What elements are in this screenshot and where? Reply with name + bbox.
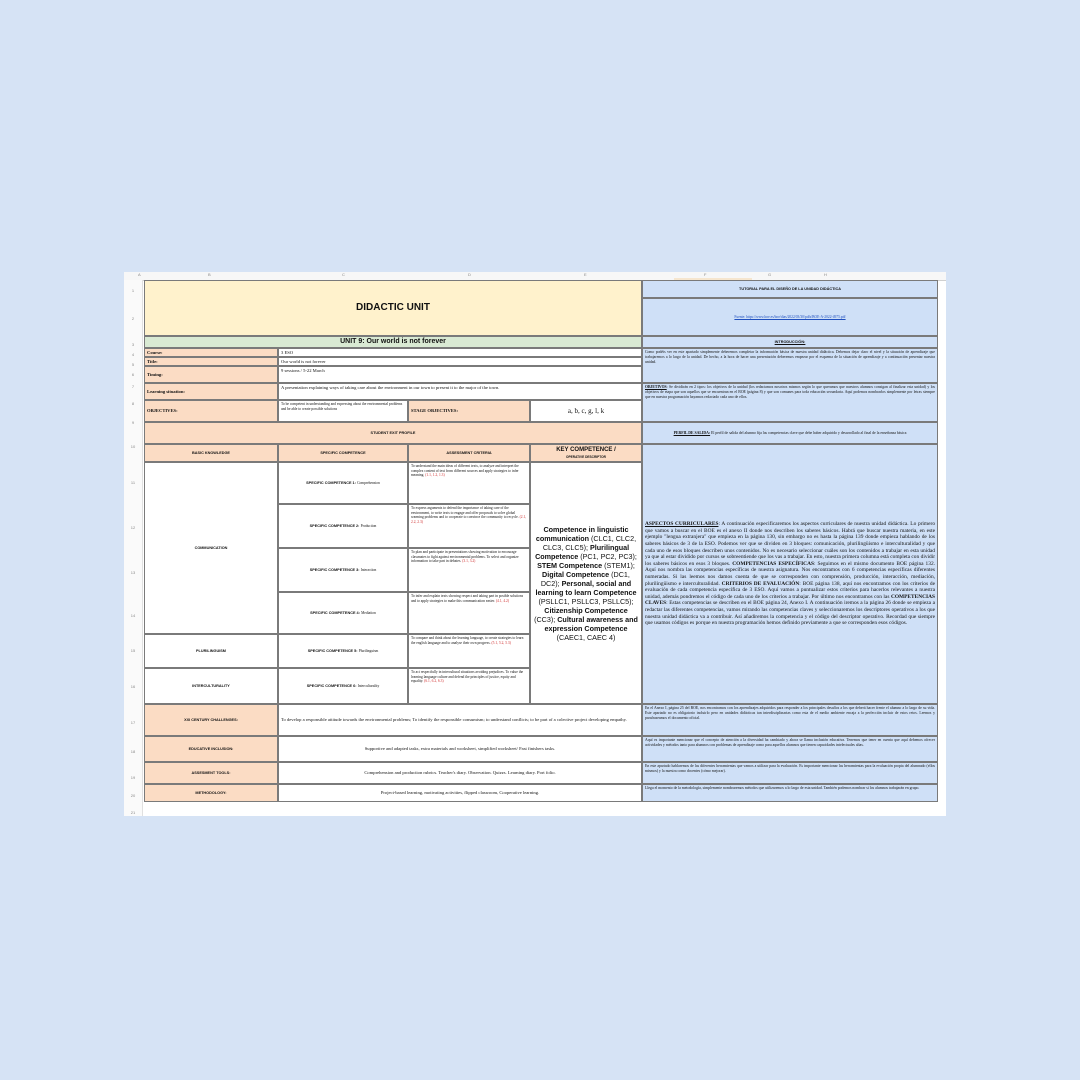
tools-value: Comprehension and production rubrics. Teacher's diary. Observation. Quizzs. Learning diary. Port folio. [278, 762, 642, 784]
column-headers: A B C D E F G H [124, 272, 946, 281]
key-competence-title: KEY COMPETENCE / [556, 447, 616, 454]
criteria-4-text: To infer and explain texts showing respect and taking part in posible solutions and to apply strategies to make this communication easier. [411, 594, 524, 603]
tutorial-source-cell [642, 298, 938, 336]
aspectos-text-2: : Seguimos en el mismo documento BOE página 132. Aquí nos nombra las competencias específicas de nuestra asignatura. Nos encontramos con 6 competencias específicas diferentes numeradas. Si las leemos nos damos cuenta de que se corresponden con comprensión, producción, interacción, mediación, plurilingüismo e interculturalidad. [645, 560, 935, 587]
criteria-2-text: To express arguments to defend the importance of taking care of the environment, to write texts to engage and offer proposals to solve global warming problems and to cooperate to convince the community to recycle. [411, 506, 519, 520]
knowledge-interculturality: INTERCULTURALITY [144, 668, 278, 704]
specific-competence-2 [278, 504, 408, 548]
title-cell [144, 280, 642, 336]
perfil-title: PERFIL DE SALIDA: [673, 430, 711, 435]
objetivos-title: OBJETIVOS [645, 385, 667, 389]
specific-competence-1 [278, 462, 408, 504]
tutorial-source-link[interactable]: Fuente: https://www.boe.es/boe/dias/2022/03/30/pdfs/BOE-A-2022-4975.pdf [734, 314, 846, 319]
student-exit-profile: STUDENT EXIT PROFILE [144, 422, 642, 444]
competence-3-name: Interaction [360, 568, 377, 573]
criteria-6-refs: (6.1, 6.2, 6.3) [424, 679, 444, 684]
competence-4-name: Mediation [361, 611, 376, 616]
inclusion-label: EDUCATIVE INCLUSION: [144, 736, 278, 762]
retos-text: En el Anexo I, página 25 del BOE, nos encontramos con los aprendizajes adquiridos para responder a los principales desafíos a los que deberá hacer frente el alumno a lo largo de su vida. Este apartado no es obligatorio incluirlo pero en unidades didácticas tan interdisciplinarias como esta de el medio ambiente encaja a la perfección incluir de estos retos. Leemos y parafraseamos el documento oficial. [642, 704, 938, 736]
learning-situation-value: A presentation explaining ways of taking care about the environment in our town to present it to the major of the town. [278, 383, 642, 400]
inclusion-tutorial-text: Aquí es importante mencionar que el concepto de atención a la diversidad ha cambiado y ahora se llama inclusión educativa. Tenemos que tener en cuenta que aquí debemos ofrecer actividades y métodos tanto para alumnos con problemas de aprendizaje como para aquellos alumnos que tienen capacidades intelectuales altas. [642, 736, 938, 762]
course-value: 3 ESO [278, 348, 642, 357]
objectives-value: To be competent in understanding and expressing about the environmental problems and be able to create possible solutions [278, 400, 408, 422]
specific-competence-3 [278, 548, 408, 592]
key-competence-subtitle: OPERATIVE DESCRIPTOR [566, 454, 606, 459]
spreadsheet [124, 272, 946, 816]
course-label: Course: [144, 348, 278, 357]
row-numbers: 1 2 3 4 5 6 7 8 9 10 11 12 13 14 15 16 17 18 19 20 21 [124, 280, 143, 816]
criteria-6-text: To act respectfully in intercultural situations avoiding prejudices. To value the learning language culture and defend the principles of justice, equity and equality. [411, 670, 524, 684]
specific-competence-6 [278, 668, 408, 704]
criteria-1-text: To understand the main ideas of different texts, to analyze and interpret the complex content of text from different sources and apply strategies to infer meaning. [411, 464, 519, 478]
competence-2-label: SPECIFIC COMPETENCE 2: [309, 524, 360, 529]
competence-1-label: SPECIFIC COMPETENCE 1: [306, 481, 356, 486]
challenges-label: XXI CENTURY CHALLENGES: [144, 704, 278, 736]
kc-plurilingual: Plurilingual Competence [535, 542, 630, 561]
criteria-4-refs: (4.1, 4.2) [495, 598, 510, 603]
kc-citizenship: Citizenship Competence [544, 605, 628, 615]
stage-objectives-label: STAGE OBJECTIVES: [408, 400, 530, 422]
competence-2-name: Production [360, 524, 377, 529]
knowledge-communication: COMMUNICATION [144, 462, 278, 634]
competence-5-label: SPECIFIC COMPETENCE 5: [307, 649, 358, 654]
intro-text: Como podéis ver en este apartado simplemente deberemos completar la información básica de nuestra unidad didáctica. Debemos dejar claro el nivel y la situación de aprendizaje que trabajaremos a lo largo de la unidad. De hecho, a la hora de hacer una presentación deberemos empezar por el esquema de la situación de aprendizaje y a continuación presentar nuestra unidad. [642, 348, 938, 383]
key-competence-cell [530, 462, 642, 704]
intro-title: INTRODUCCIÓN: [774, 339, 806, 344]
kc-stem-desc: (STEM1); [602, 560, 635, 570]
perfil-text: El perfil de salida del alumno fija las competencias clave que debe haber adquirido y desarrollado al final de la enseñanza básica [710, 430, 907, 435]
tools-label: ASSESMENT TOOLS: [144, 762, 278, 784]
criteria-5-refs: (5.1, 5.2, 5.3) [491, 640, 511, 645]
kc-personal-desc: (PSLLC1, PSLLC3, PSLLC5); [538, 596, 634, 606]
kc-cultural: Cultural awareness and expression Competence [544, 614, 638, 633]
criteria-1 [408, 462, 530, 504]
competencias-especificas-title: COMPETENCIAS ESPECÍFICAS [732, 560, 814, 567]
objectives-label: OBJECTIVES: [144, 400, 278, 422]
unit-title: UNIT 9: Our world is not forever [340, 337, 446, 345]
kc-personal: Personal, social and learning to learn Competence [535, 578, 637, 597]
criterios-title: CRITERIOS DE EVALUACIÓN [721, 580, 800, 587]
title-value: Our world is not forever [278, 357, 642, 366]
kc-stem: STEM Competence [537, 560, 603, 570]
header-assessment-criteria: ASSESSMENT CRITERIA [408, 444, 530, 462]
criteria-4 [408, 592, 530, 634]
aspectos-title: ASPECTOS CURRICULARES [645, 521, 719, 528]
kc-cultural-desc: (CAEC1, CAEC 4) [556, 632, 616, 642]
criteria-3-text: To plan and participate in presentations showing motivation to encourage classmates to fight against environmental problems. To select and organize information to take part in debates. [411, 550, 519, 564]
kc-digital-desc: (DC1, DC2); [540, 569, 630, 588]
header-basic-knowledge: BASIC KNOWLEDGE [144, 444, 278, 462]
aspectos-text-1: : A continuación especificaremos los aspectos curriculares de nuestra unidad didáctica. Lo primero que vamos a buscar en el BOE es el anexo II donde nos describen los saberes básicos. Habrá que buscar nuestra materia, en este ejemplo "lengua extranjera" que empieza en la página 130, sin embargo no es hasta la página 139 donde empieza hablando de los saberes básicos de 3 de la ESO. Podemos ver que se dividen en 3 bloques: comunicación, plurilingüismo e interculturalidad y que cada uno de esos bloques describen unos contenidos. No es necesario seleccionar cuáles son los contenidos a trabajar en esta unidad ya que al estar dividido por cursos se sobreentiende que los vas a trabajar. En esto, nuestra primera columna está completa con dividir los saberes básicos en esos 3 bloques. [645, 521, 936, 567]
criteria-3 [408, 548, 530, 592]
header-key-competence [530, 444, 642, 462]
competence-1-name: Comprehension [357, 481, 380, 486]
knowledge-plurilinguism: PLURILINGUISM [144, 634, 278, 668]
header-specific-competence: SPECIFIC COMPETENCE [278, 444, 408, 462]
kc-linguistic-desc: (CLC1, CLC2, CLC3, CLC5); [542, 533, 637, 552]
page-title: DIDACTIC UNIT [356, 301, 430, 313]
competence-6-name: Interculturality [357, 684, 380, 689]
timing-label: Timing: [144, 366, 278, 383]
perfil-cell [642, 422, 938, 444]
competence-3-label: SPECIFIC COMPETENCE 3: [309, 568, 360, 573]
kc-plurilingual-desc: (PC1, PC2, PC3); [578, 551, 637, 561]
kc-digital: Digital Competence [542, 569, 610, 579]
specific-competence-5 [278, 634, 408, 668]
methodology-label: METHODOLOGY: [144, 784, 278, 802]
learning-situation-label: Learning situation: [144, 383, 278, 400]
criteria-5 [408, 634, 530, 668]
tools-tutorial-text: En este apartado hablaremos de las diferentes herramientas que vamos a utilizar para la evaluación. Es importante mencionar las herramientas para la evaluación propia del alumnado (ellos mismos) y la nuestra como docentes (cómo mejorar). [642, 762, 938, 784]
unit-title-cell [144, 336, 642, 348]
inclusion-value: Supportive and adapted tasks, extra materials and worksheet, simplified worksheet/ Fast finishers tasks. [278, 736, 642, 762]
challenges-value: To develop a responsible attitude towards the environmental problems; To identify the responsible consumism; to understand conflicts; to be part of a colective project developing empathy. [278, 704, 642, 736]
competence-6-label: SPECIFIC COMPETENCE 6: [306, 684, 357, 689]
criteria-6 [408, 668, 530, 704]
competence-4-label: SPECIFIC COMPETENCE 4: [310, 611, 360, 616]
intro-title-cell [642, 336, 938, 348]
objetivos-cell [642, 383, 938, 422]
aspectos-cell [642, 444, 938, 704]
competencias-claves-title: COMPETENCIAS CLAVES [645, 593, 935, 607]
stage-objectives-value: a, b, c, g, l, k [530, 400, 642, 422]
specific-competence-4 [278, 592, 408, 634]
aspectos-text-4: : Estas competencias se describen en el BOE página 24, Anexo I. A continuación iremos a la página 26 donde se empieza a redactar las diferentes competencias, vamos mirando las competencias claves y seleccionaremos los descriptores operativos a los que nuestra unidad didáctica va a contribuir. Así añadiremos la competencia y el código del descriptor operativo. Recordad que siempre que usamos códigos es porque en nuestra programación hemos definido previamente a que se corresponden esos códigos. [645, 600, 935, 627]
timing-value: 9 sessions / 5-22 March [278, 366, 642, 383]
criteria-5-text: To compare and think about the learning language, to create strategies to learn the english language and to analyse their own progress. [411, 636, 524, 645]
methodology-value: Project-based learning, motivating activities, flipped classroom, Cooperative learning. [278, 784, 642, 802]
criteria-2 [408, 504, 530, 548]
objetivos-text: : Se dividirán en 2 tipos: los objetivos de la unidad (los redactamos nosotros mismos según lo que queramos que nuestros alumnos consigan al finalizar esta unidad) y los objetivos de etapa que son aquellos que se encuentran en el BOE (página 8) y que son comunes para toda educación secundaria. Aquí podemos nombrarlos simplemente por letras siempre que en nuestra programación hayamos redactado cada uno de ellos. [645, 385, 935, 399]
key-competence-text [533, 525, 639, 642]
title-label: Title: [144, 357, 278, 366]
kc-linguistic: Competence in linguistic communication [535, 524, 629, 543]
criteria-1-refs: (1.1, 1.2, 1.3) [425, 473, 445, 478]
methodology-tutorial-text: Llega el momento de la metodología, simplemente nombraremos métodos que utilizaremos a lo largo de esta unidad. También podemos nombrar si los alumnos trabajarán en grupo. [642, 784, 938, 802]
tutorial-title: TUTORIAL PARA EL DISEÑO DE LA UNIDAD DIDÁCTICA [642, 280, 938, 298]
criteria-3-refs: (3.1, 3.2) [462, 559, 476, 564]
criteria-2-refs: (2.1, 2.2, 2.3) [411, 515, 527, 525]
kc-citizenship-desc: (CC3); [534, 614, 558, 624]
aspectos-text-3: : BOE página 138, aquí nos encontramos con los criterios de evaluación de cada competencia específica de 3 ESO. Aquí vamos a puntualizar estos criterios para hacerlos relevantes a nuestra unidad, además pondremos el código de cada uno de los criterios a trabajar. Por último nos encontramos con las [645, 580, 935, 600]
competence-5-name: Plurilinguism [358, 649, 379, 654]
